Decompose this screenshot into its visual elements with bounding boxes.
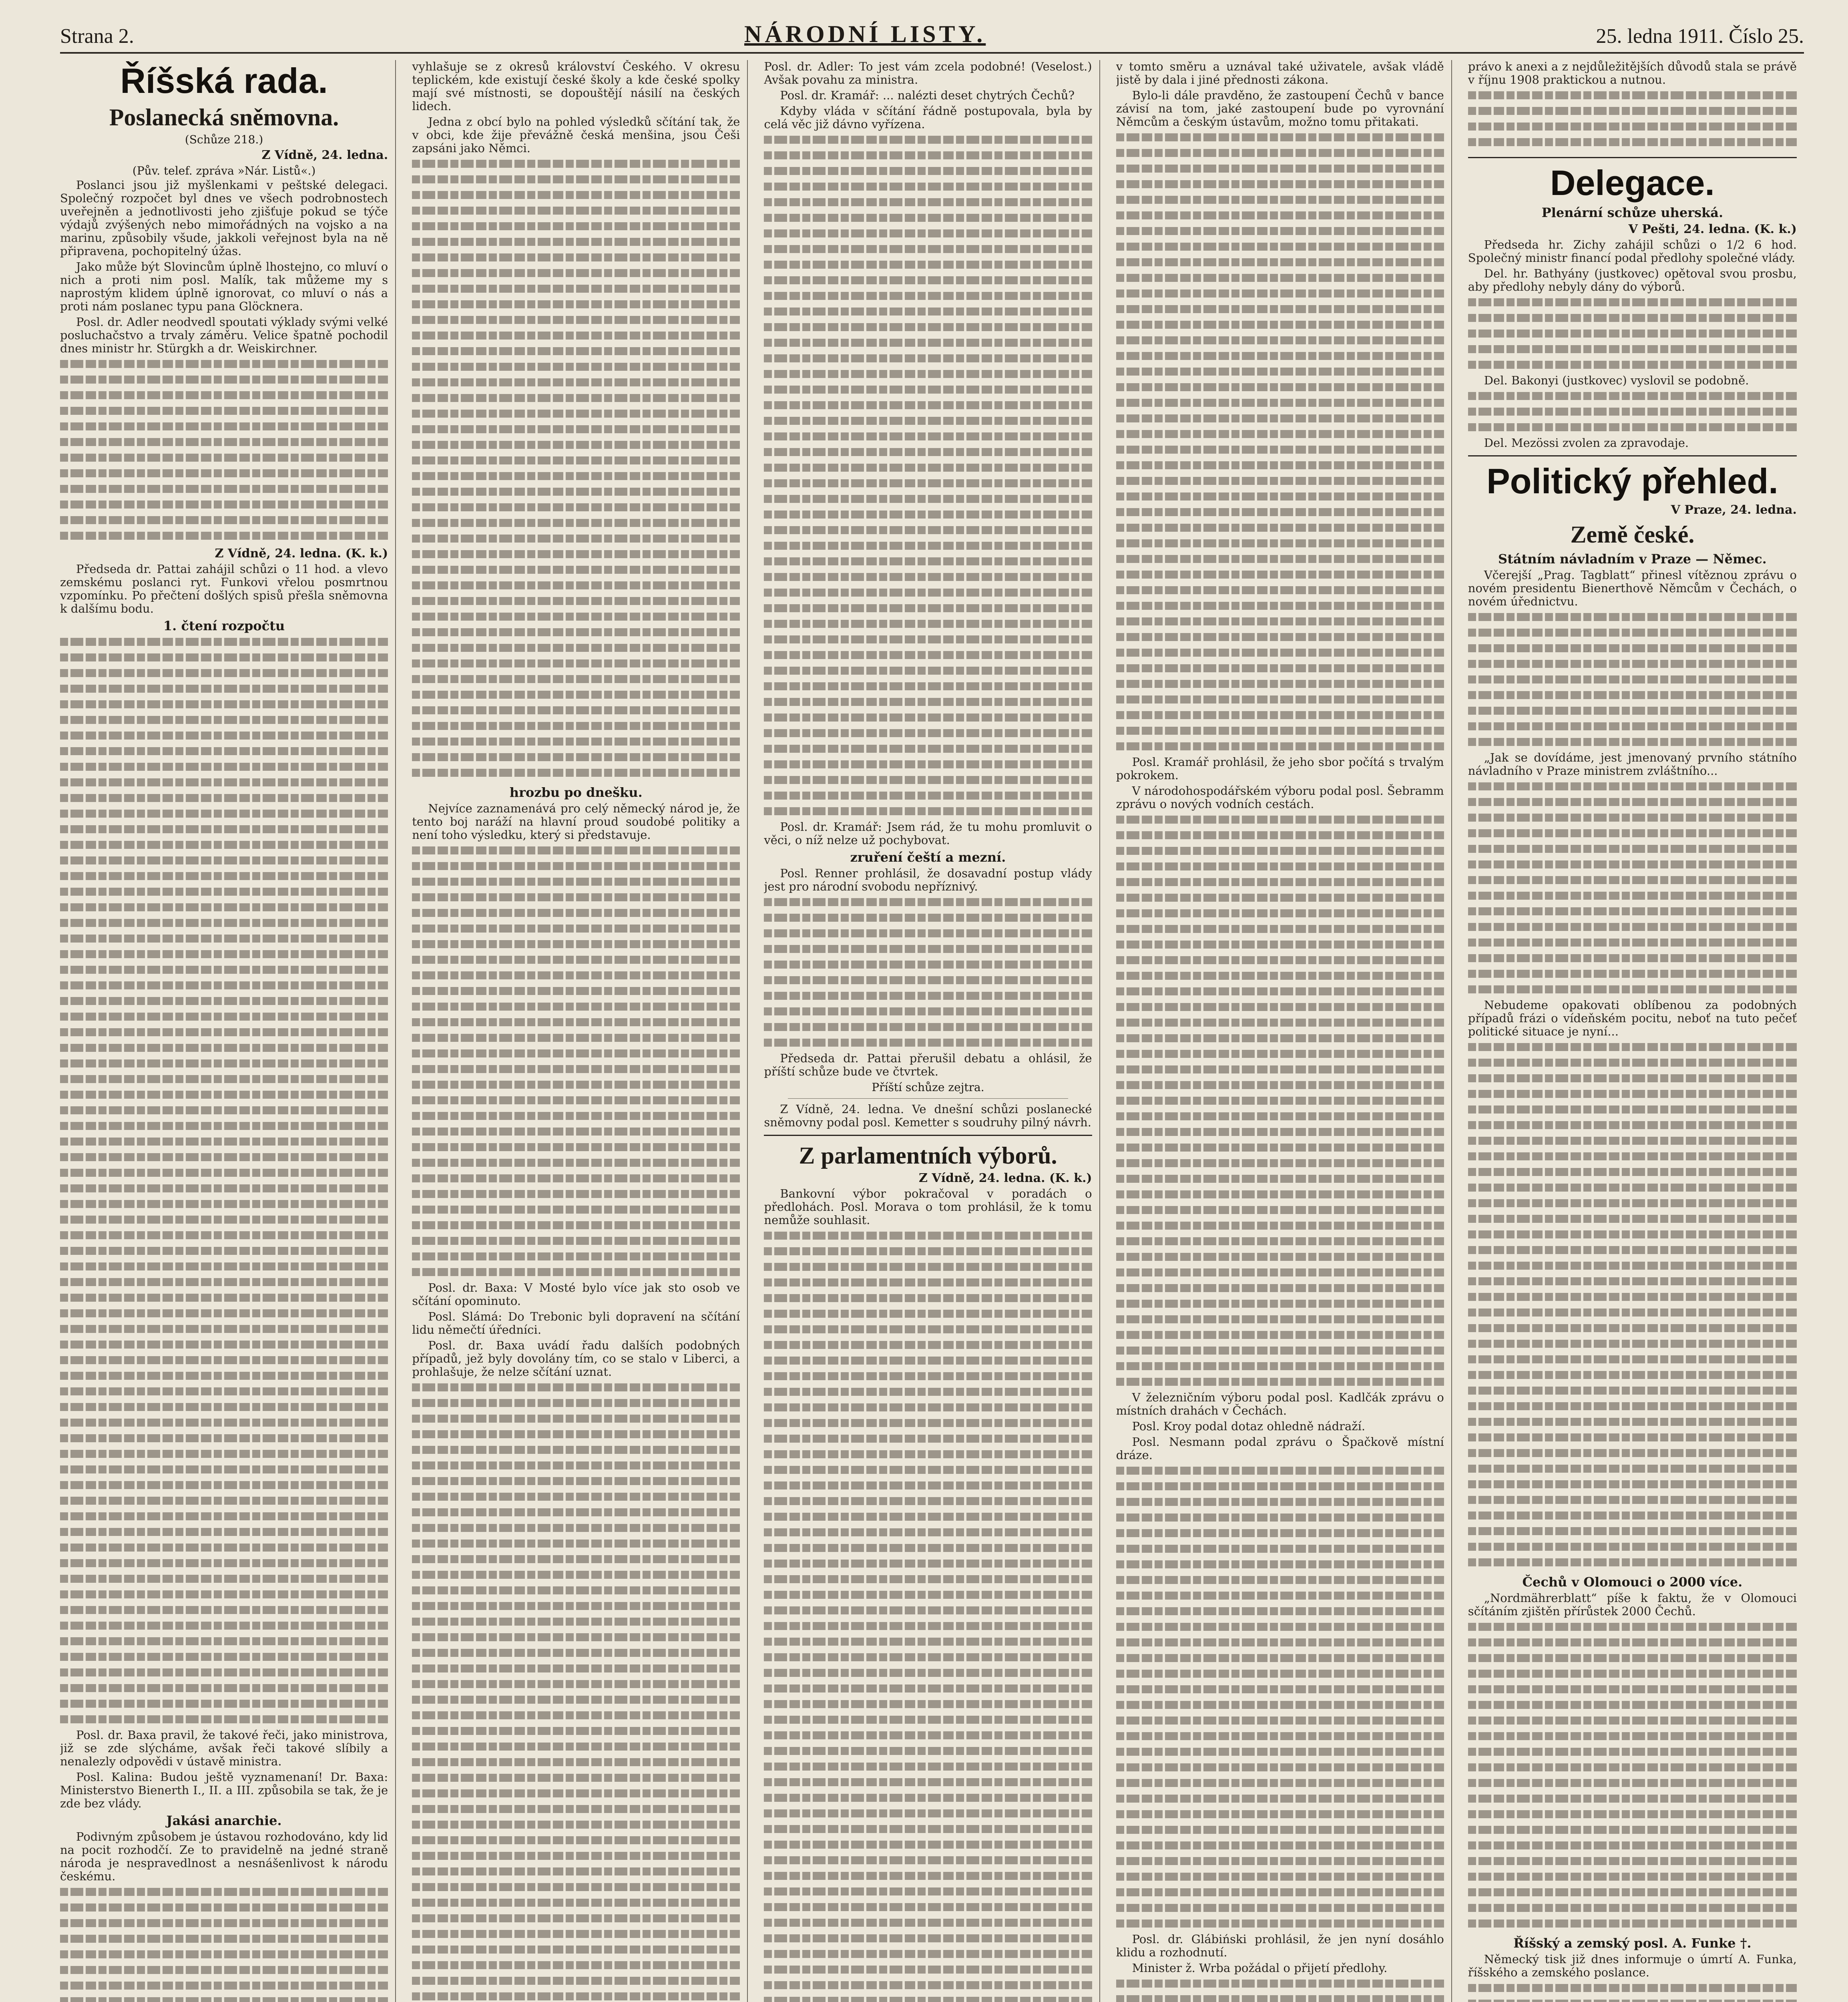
paragraph: Jedna z obcí bylo na pohled výsledků sčítání tak, že v obci, kde žije převážně česká menšina, jsou Češi zapsáni jako Němci. bbox=[412, 115, 740, 155]
subheading: Státním návladním v Praze — Němec. bbox=[1498, 551, 1767, 567]
text-body bbox=[1116, 813, 1444, 1391]
column-4 bbox=[1116, 60, 1452, 2002]
divider bbox=[764, 1135, 1092, 1136]
dateline: Z Vídně, 24. ledna. (K. k.) bbox=[918, 1171, 1092, 1185]
sitting-number: (Schůze 218.) bbox=[185, 133, 263, 146]
section-heading-delegace: Delegace. bbox=[1550, 163, 1715, 203]
text-body bbox=[764, 896, 1092, 1052]
paragraph: Předseda dr. Pattai zahájil schůzi o 11 hod. a vlevo zemskému poslanci ryt. Funkovi vřelou posmrtnou vzpomínku. Po přečtení došlých spisů přešla sněmovna k dalšímu bodu. bbox=[60, 562, 388, 615]
text-body bbox=[60, 1885, 388, 2002]
paragraph: Předseda hr. Zichy zahájil schůzi o 1/2 6 hod. Společný ministr financí podal předlohy společné vlády. bbox=[1468, 238, 1797, 265]
subheading: Plenární schůze uherská. bbox=[1541, 205, 1723, 220]
dateline: V Pešti, 24. ledna. (K. k.) bbox=[1628, 222, 1797, 236]
text-body bbox=[1468, 390, 1797, 436]
paragraph: „Nordmährerblatt“ píše k faktu, že v Olomouci sčítáním zjištěn přírůstek 2000 Čechů. bbox=[1468, 1591, 1797, 1618]
paragraph: Bankovní výbor pokračoval v poradách o předlohách. Posl. Morava o tom prohlásil, že k tomu nemůže souhlasit. bbox=[764, 1187, 1092, 1227]
paragraph: Včerejší „Prag. Tagblatt“ přinesl vítěznou zprávu o novém presidentu Bienerthově Němcům v Čechách, o novém úřednictvu. bbox=[1468, 568, 1797, 608]
paragraph: Posl. Slámá: Do Trebonic byli dopravení na sčítání lidu němečtí úředníci. bbox=[412, 1310, 740, 1337]
section-heading-parlamentnich-vyboru: Z parlamentních výborů. bbox=[799, 1142, 1057, 1169]
paragraph: Posl. dr. Adler neodvedl spoutati výklady svými velké posluchačstvo a trvaly záměru. Velice špatně pochodil dnes ministr hr. Stürgkh a dr. Weiskirchner. bbox=[60, 315, 388, 355]
paragraph: V železničním výboru podal posl. Kadlčák zprávu o místních drahách v Čechách. bbox=[1116, 1391, 1444, 1417]
subheading: Jakási anarchie. bbox=[166, 1813, 282, 1828]
text-body bbox=[1116, 1977, 1444, 2002]
page-label: Strana 2. bbox=[60, 25, 134, 48]
subheading: Země české. bbox=[1570, 521, 1695, 548]
paragraph: Poslanci jsou již myšlenkami v peštské delegaci. Společný rozpočet byl dnes ve všech podrobnostech uveřejněn a jednotlivosti jeho zjišťuje pokud se týče výdajů zvýšených nebo mimořádných na vojsko a na marinu, způsobily všude, jakkoli veřejnost byla na ně připravena, pochopitelný úžas. bbox=[60, 178, 388, 258]
paragraph: Předseda dr. Pattai přerušil debatu a ohlásil, že příští schůze bude ve čtvrtek. bbox=[764, 1051, 1092, 1078]
paragraph: Podivným způsobem je ústavou rozhodováno, kdy lid na pocit rozhodčí. Ze to pravidelně na jedné straně národa je nespravedlnost a nesnášenlivost k národu českému. bbox=[60, 1830, 388, 1883]
text-body bbox=[1468, 296, 1797, 374]
text-body bbox=[1468, 1982, 1797, 2002]
column-3 bbox=[764, 60, 1100, 2002]
paragraph: Posl. Renner prohlásil, že dosavadní postup vlády jest pro národní svobodu nepříznivý. bbox=[764, 866, 1092, 893]
subheading: Říšský a zemský posl. A. Funke †. bbox=[1513, 1936, 1752, 1951]
subheading: zruření čeští a mezní. bbox=[850, 850, 1006, 865]
paragraph: právo k anexi a z nejdůležitějších důvodů stala se právě v říjnu 1908 praktickou a nutnou. bbox=[1468, 60, 1797, 86]
dateline: Z Vídně, 24. ledna. (K. k.) bbox=[215, 547, 388, 561]
paragraph: Kdyby vláda v sčítání řádně postupovala, byla by celá věc již dávno vyřízena. bbox=[764, 104, 1092, 131]
paragraph: Posl. Kramář prohlásil, že jeho sbor počítá s trvalým pokrokem. bbox=[1116, 755, 1444, 782]
text-body bbox=[412, 1381, 740, 2002]
paragraph: Posl. Kalina: Budou ještě vyznamenaní! Dr. Baxa: Ministerstvo Bienerth I., II. a III. způsobila se tak, že je zde bez vlády. bbox=[60, 1770, 388, 1810]
paragraph: Posl. Kroy podal dotaz ohledně nádraží. bbox=[1132, 1419, 1366, 1433]
text-body bbox=[1468, 780, 1797, 999]
column-2 bbox=[412, 60, 748, 2002]
section-heading-risska-rada: Říšská rada. bbox=[120, 61, 328, 101]
paragraph: V národohospodářském výboru podal posl. Šebramm zprávu o nových vodních cestách. bbox=[1116, 784, 1444, 811]
divider bbox=[788, 1098, 1068, 1099]
text-body bbox=[764, 1229, 1092, 2002]
paragraph: Minister ž. Wrba požádal o přijetí předlohy. bbox=[1132, 1961, 1388, 1975]
paragraph: Nejvíce zaznamenává pro celý německý národ je, že tento boj naráží na hlavní proud soudobé politiky a není toho výsledku, který si představuje. bbox=[412, 802, 740, 842]
paragraph: Posl. dr. Kramář: Jsem rád, že tu mohu promluvit o věci, o níž nelze už pochybovat. bbox=[764, 820, 1092, 847]
paragraph: Posl. dr. Baxa uvádí řadu dalších podobných případů, jež byly dovolány tím, co se stalo v Liberci, a prohlašuje, že nelze sčítání uznat. bbox=[412, 1339, 740, 1379]
section-subheading: Poslanecká sněmovna. bbox=[109, 104, 339, 131]
text-body bbox=[412, 844, 740, 1281]
text-body bbox=[1468, 1620, 1797, 1933]
next-sitting-note: Příští schůze zejtra. bbox=[872, 1081, 984, 1094]
paragraph: vyhlašuje se z okresů království Českého. V okresu teplickém, kde existují české školy a kde české spolky mají své místnosti, se dopouštějí násilí na českých lidech. bbox=[412, 60, 740, 113]
paragraph: Posl. dr. Glábiński prohlásil, že jen nyní dosáhlo klidu a rozhodnutí. bbox=[1116, 1932, 1444, 1959]
paragraph: Del. Bakonyi (justkovec) vyslovil se podobně. bbox=[1484, 374, 1749, 387]
subheading: 1. čtení rozpočtu bbox=[163, 618, 285, 633]
text-body bbox=[412, 157, 740, 782]
paragraph: Posl. dr. Baxa pravil, že takové řeči, jako ministrova, již se zde slýcháme, avšak řeči takové slíbily a nenalezly odpovědi v ústavě ministra. bbox=[60, 1728, 388, 1768]
section-heading-politicky-prehled: Politický přehled. bbox=[1486, 461, 1778, 501]
paragraph: Posl. dr. Baxa: V Mosté bylo více jak sto osob ve sčítání opominuto. bbox=[412, 1281, 740, 1308]
paper-title: NÁRODNÍ LISTY. bbox=[744, 21, 986, 47]
text-body bbox=[764, 133, 1092, 820]
column-5 bbox=[1468, 60, 1804, 2002]
paragraph: Jako může být Slovincům úplně lhostejno, co mluví o nich a proti nim posl. Malík, tak můžeme my s naprostým klidem úplně ignorovat, co mluví o nás a proti nám poslanec typu pana Glöcknera. bbox=[60, 260, 388, 313]
dateline: Z Vídně, 24. ledna. bbox=[261, 148, 388, 162]
paragraph: Nebudeme opakovati oblíbenou za podobných případů frázi o vídeňském pocitu, neboť na tuto pečeť politické situace je nyní... bbox=[1468, 998, 1797, 1038]
dateline: V Praze, 24. ledna. bbox=[1671, 503, 1797, 517]
text-body bbox=[1468, 611, 1797, 751]
paragraph: Posl. dr. Adler: To jest vám zcela podobné! (Veselost.) Avšak povahu za ministra. bbox=[764, 60, 1092, 86]
text-body bbox=[1468, 1041, 1797, 1572]
paragraph: Del. Mezössi zvolen za zpravodaje. bbox=[1484, 436, 1689, 450]
issue-date: 25. ledna 1911. Číslo 25. bbox=[1596, 25, 1804, 48]
text-body bbox=[60, 358, 388, 545]
columns bbox=[60, 60, 1804, 2002]
paragraph: v tomto směru a uznával také uživatele, avšak vládě jistě by dala i jiné přednosti zákona. bbox=[1116, 60, 1444, 86]
paragraph: Německý tisk již dnes informuje o úmrtí A. Funka, říšského a zemského poslance. bbox=[1468, 1952, 1797, 1979]
paragraph: „Jak se dovídáme, jest jmenovaný prvního státního návladního v Praze ministrem zvláštního... bbox=[1468, 751, 1797, 778]
masthead bbox=[60, 16, 1804, 54]
paragraph: Posl. dr. Kramář: ... nalézti deset chytrých Čechů? bbox=[780, 88, 1075, 102]
divider bbox=[1468, 455, 1797, 456]
paragraph: Z Vídně, 24. ledna. Ve dnešní schůzi poslanecké sněmovny podal posl. Kemetter s soudruhy pilný návrh. bbox=[764, 1102, 1092, 1129]
text-body bbox=[1468, 89, 1797, 151]
divider bbox=[1468, 157, 1797, 158]
text-body bbox=[1116, 131, 1444, 756]
paragraph: Bylo-li dále pravděno, že zastoupení Čechů v bance závisí na tom, jaké zastoupení bude po vyrovnání Němcům a českým ústavům, možno tomu přitakati. bbox=[1116, 88, 1444, 129]
text-body bbox=[60, 635, 388, 1729]
text-body bbox=[1116, 1464, 1444, 1933]
subheading: hrozbu po dnešku. bbox=[509, 785, 643, 800]
column-1 bbox=[60, 60, 396, 2002]
subheading: Čechů v Olomouci o 2000 více. bbox=[1522, 1574, 1743, 1590]
paragraph: Posl. Nesmann podal zprávu o Špačkově místní dráze. bbox=[1116, 1435, 1444, 1462]
paragraph: Del. hr. Bathyány (justkovec) opětoval svou prosbu, aby předlohy nebyly dány do výborů. bbox=[1468, 267, 1797, 293]
source-note: (Pův. telef. zpráva »Nár. Listů«.) bbox=[132, 164, 316, 177]
